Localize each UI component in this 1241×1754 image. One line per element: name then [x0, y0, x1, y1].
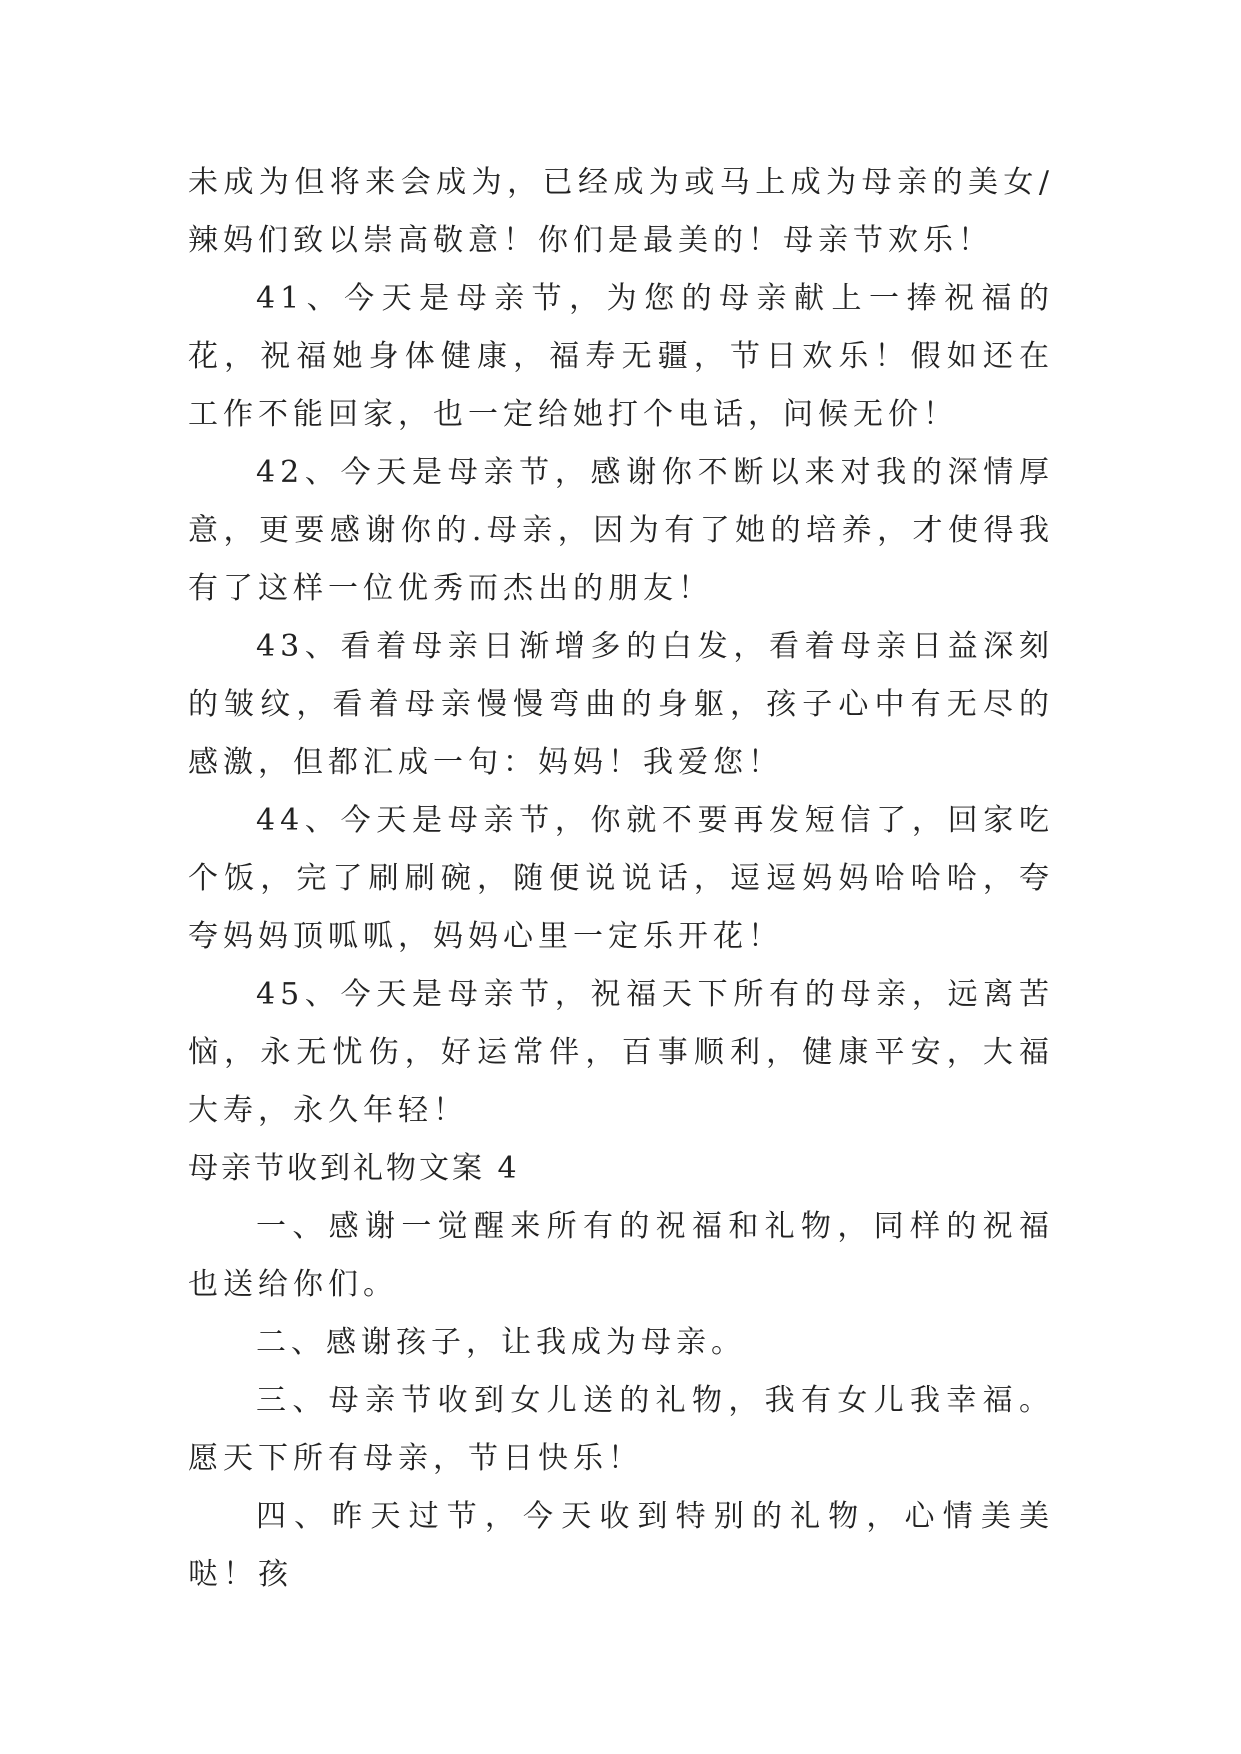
- paragraph-item-45: 45、今天是母亲节，祝福天下所有的母亲，远离苦恼，永无忧伤，好运常伴，百事顺利，健康平安，大福大寿，永久年轻！: [188, 977, 1054, 1128]
- paragraph-item-44: 44、今天是母亲节，你就不要再发短信了，回家吃个饭，完了刷刷碗，随便说说话，逗逗妈妈哈哈哈，夸夸妈妈顶呱呱，妈妈心里一定乐开花！: [188, 803, 1054, 954]
- paragraph-item-42: 42、今天是母亲节，感谢你不断以来对我的深情厚意，更要感谢你的.母亲，因为有了她的培养，才使得我有了这样一位优秀而杰出的朋友！: [188, 455, 1054, 606]
- document-body: [188, 154, 1054, 1604]
- section-heading: 母亲节收到礼物文案 4: [188, 1151, 520, 1186]
- paragraph-item-one: 一、感谢一觉醒来所有的祝福和礼物，同样的祝福也送给你们。: [188, 1209, 1054, 1302]
- paragraph-item-43: 43、看着母亲日渐增多的白发，看着母亲日益深刻的皱纹，看着母亲慢慢弯曲的身躯，孩子心中有无尽的感激，但都汇成一句：妈妈！我爱您！: [188, 629, 1054, 780]
- paragraph-item-four: 四、昨天过节，今天收到特别的礼物，心情美美哒！孩: [188, 1499, 1054, 1592]
- paragraph-item-two: 二、感谢孩子，让我成为母亲。: [256, 1325, 746, 1360]
- paragraph-item-41: 41、今天是母亲节，为您的母亲献上一捧祝福的花，祝福她身体健康，福寿无疆，节日欢乐！假如还在工作不能回家，也一定给她打个电话，问候无价！: [188, 281, 1054, 432]
- paragraph-intro-continuation: 未成为但将来会成为，已经成为或马上成为母亲的美女/辣妈们致以崇高敬意！你们是最美的！母亲节欢乐！: [188, 165, 1054, 258]
- paragraph-item-three: 三、母亲节收到女儿送的礼物，我有女儿我幸福。愿天下所有母亲，节日快乐！: [188, 1383, 1054, 1476]
